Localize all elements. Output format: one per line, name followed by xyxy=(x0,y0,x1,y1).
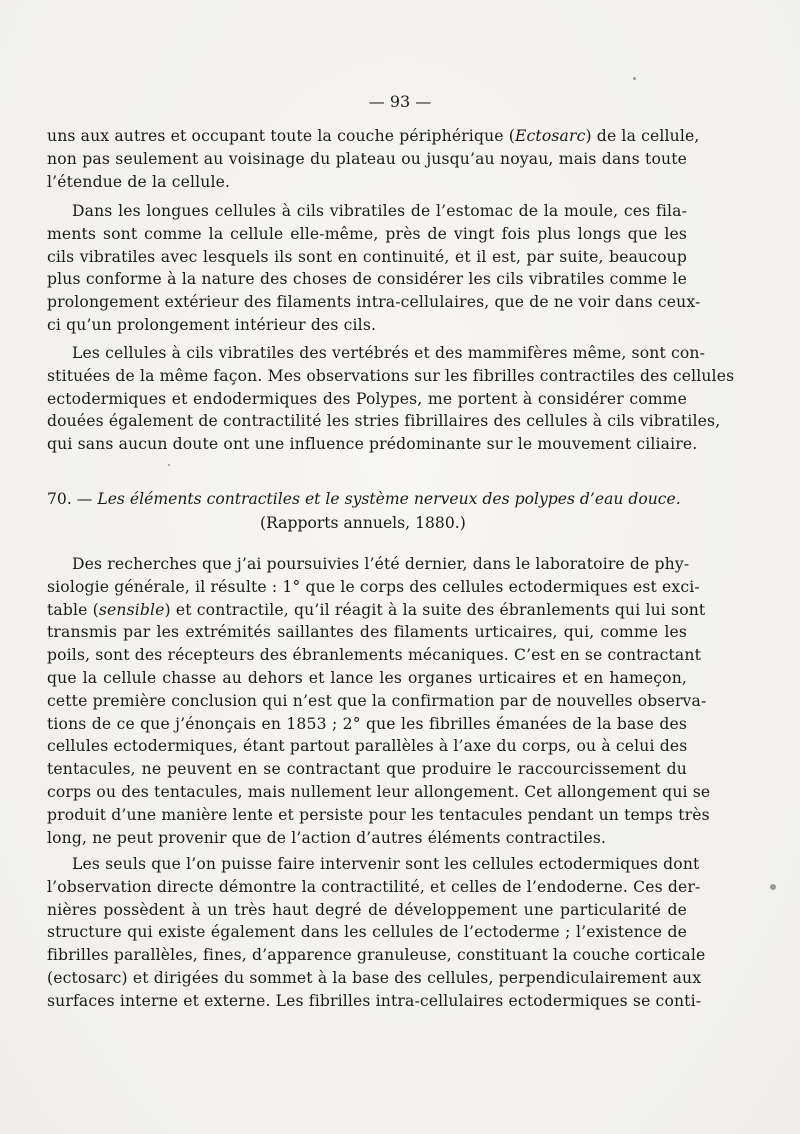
text-span: ) et contractile, qu’il réagit à la suite des ébranlements qui lui sont xyxy=(164,600,706,619)
section-dash: — xyxy=(76,490,93,508)
scan-speck xyxy=(770,884,776,890)
text-line: surfaces interne et externe. Les fibrilles intra-cellulaires ectodermiques se conti- xyxy=(47,991,702,1010)
text-line: nières possèdent à un très haut degré de développement une particularité de xyxy=(47,900,687,919)
text-span: uns aux autres et occupant toute la couche périphérique ( xyxy=(47,127,515,145)
italic-term: sensible xyxy=(98,600,165,619)
text-line: structure qui existe également dans les cellules de l’ectoderme ; l’existence de xyxy=(47,923,687,942)
text-span: table ( xyxy=(47,600,99,619)
text-line: Les seuls que l’on puisse faire intervenir sont les cellules ectodermiques dont xyxy=(72,855,700,873)
text-line: que la cellule chasse au dehors et lance les organes urticaires et en hameçon, xyxy=(47,668,687,687)
paragraph-mussel-cells xyxy=(47,200,701,337)
section-subtitle: (Rapports annuels, 1880.) xyxy=(260,514,466,532)
text-line: tions de ce que j’énonçais en 1853 ; 2° que les fibrilles émanées de la base des xyxy=(47,714,687,733)
italic-term: Ectosarc xyxy=(515,127,586,145)
section-title: Les éléments contractiles et le système nerveux des polypes d’eau douce. xyxy=(97,490,681,508)
text-line: ments sont comme la cellule elle-même, près de vingt fois plus longs que les xyxy=(47,224,687,243)
text-line: long, ne peut provenir que de l’action d’autres éléments contractiles. xyxy=(47,828,607,847)
text-line: plus conforme à la nature des choses de considérer les cils vibratiles comme le xyxy=(47,270,687,289)
section-heading-line xyxy=(47,487,687,511)
text-line: stituées de la même façon. Mes observations sur les fibrilles contractiles des cellules xyxy=(47,366,735,385)
text-line: l’observation directe démontre la contractilité, et celles de l’endoderne. Ces der- xyxy=(47,877,701,896)
paragraph-endoderm xyxy=(47,853,706,1013)
text-line: non pas seulement au voisinage du plateau ou jusqu’au noyau, mais dans toute xyxy=(47,149,687,168)
scan-speck xyxy=(168,464,170,466)
text-line: transmis par les extrémités saillantes des filaments urticaires, qui, comme les xyxy=(47,623,687,642)
text-line: Les cellules à cils vibratiles des vertébrés et des mammifères même, sont con- xyxy=(72,344,705,362)
text-line: produit d’une manière lente et persiste pour les tentacules pendant un temps très xyxy=(47,805,710,824)
text-line: cette première conclusion qui n’est que la confirmation par de nouvelles observa- xyxy=(47,691,707,710)
text-line: corps ou des tentacules, mais nullement leur allongement. Cet allongement qui se xyxy=(47,782,711,801)
text-span: ) de la cellule, xyxy=(585,127,700,145)
text-line: (ectosarc) et dirigées du sommet à la base des cellules, perpendiculairement aux xyxy=(47,968,702,987)
text-line: ci qu’un prolongement intérieur des cils. xyxy=(47,315,377,334)
text-line xyxy=(47,125,700,148)
text-line: prolongement extérieur des filaments intra-cellulaires, que de ne voir dans ceux- xyxy=(47,293,701,312)
text-line xyxy=(47,599,706,622)
text-line: qui sans aucun doute ont une influence prédominante sur le mouvement ciliaire. xyxy=(47,435,698,454)
scan-speck xyxy=(633,77,636,80)
paragraph-research xyxy=(47,553,711,849)
text-line: Des recherches que j’ai poursuivies l’été dernier, dans le laboratoire de phy- xyxy=(72,555,690,573)
text-line: cellules ectodermiques, étant partout parallèles à l’axe du corps, ou à celui des xyxy=(47,737,688,756)
text-line: douées également de contractilité les stries fibrillaires des cellules à cils vibratiles, xyxy=(47,412,721,431)
text-line: l’étendue de la cellule. xyxy=(47,172,231,191)
page-number: — 93 — xyxy=(368,92,432,111)
text-line: siologie générale, il résulte : 1° que le corps des cellules ectodermiques est exci- xyxy=(47,577,700,596)
text-line: ectodermiques et endodermiques des Polypes, me portent à considérer comme xyxy=(47,389,687,408)
paragraph-vertebrates xyxy=(47,342,735,456)
paragraph-continuation xyxy=(47,125,700,193)
text-line: poils, sont des récepteurs des ébranlements mécaniques. C’est en se contractant xyxy=(47,646,701,665)
text-line: cils vibratiles avec lesquels ils sont en continuité, et il est, par suite, beaucoup xyxy=(47,247,687,266)
text-line: tentacules, ne peuvent en se contractant que produire le raccourcissement du xyxy=(47,760,687,779)
text-line: Dans les longues cellules à cils vibratiles de l’estomac de la moule, ces fila- xyxy=(72,202,687,220)
text-line: fibrilles parallèles, fines, d’apparence granuleuse, constituant la couche corticale xyxy=(47,946,706,965)
section-heading xyxy=(47,487,687,535)
section-number: 70. xyxy=(47,490,72,508)
